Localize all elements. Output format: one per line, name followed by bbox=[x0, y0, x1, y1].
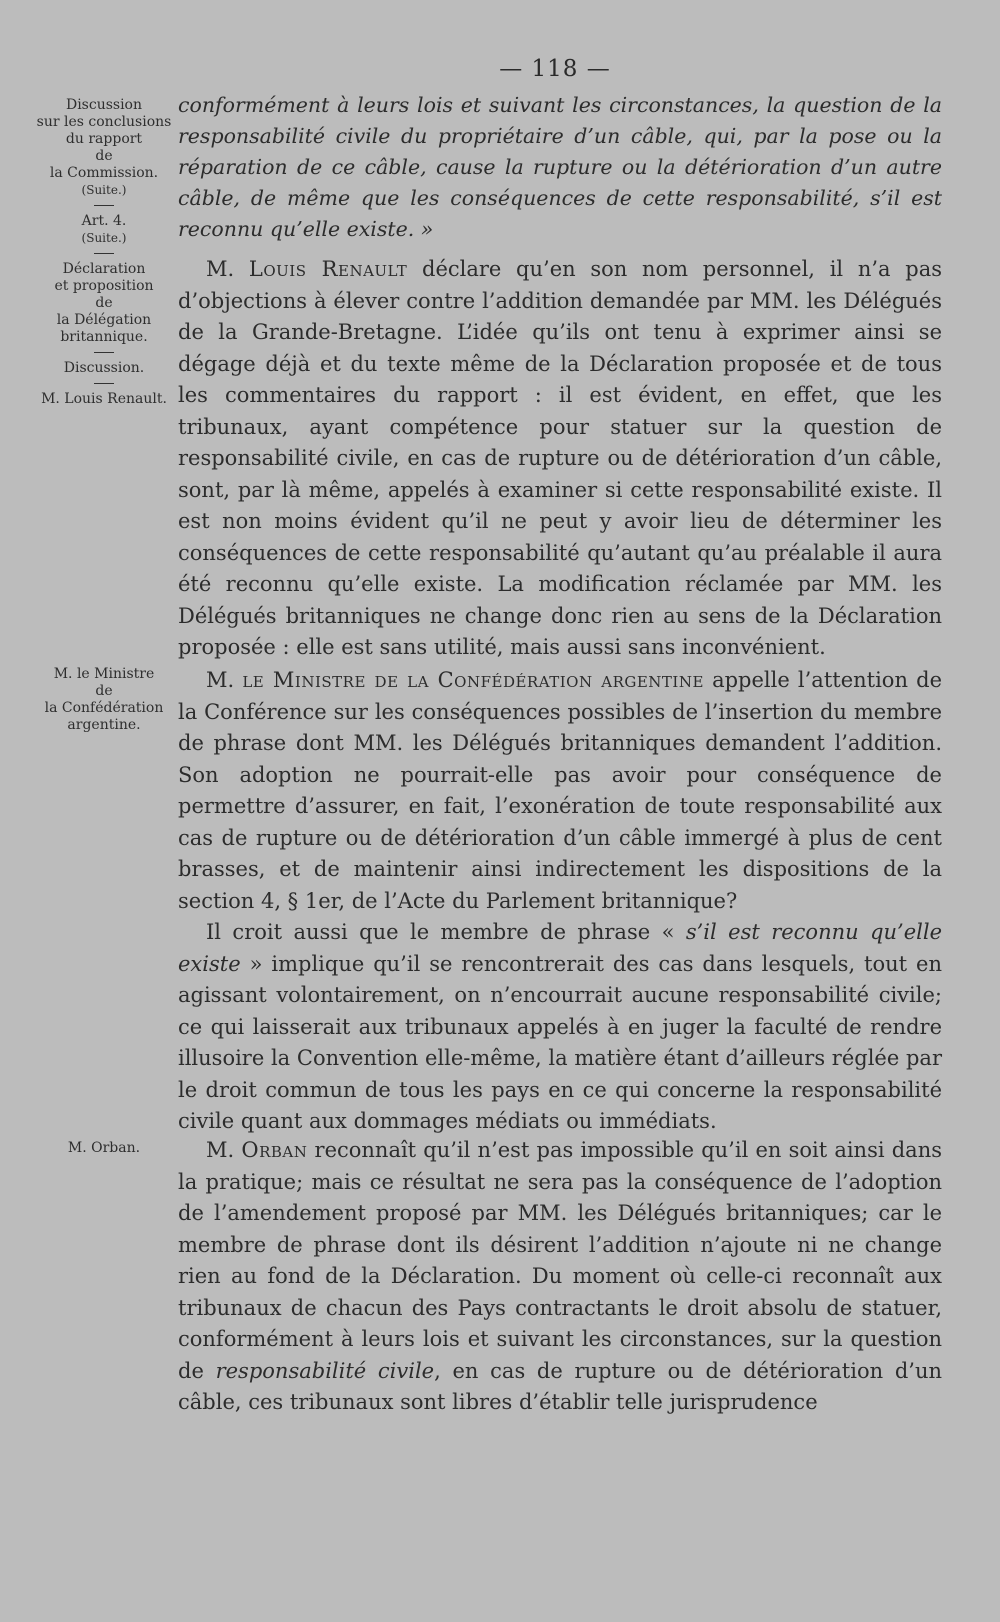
emphasis: responsabilité civile bbox=[215, 1358, 435, 1383]
ministre-paragraph bbox=[178, 665, 942, 1138]
quote-paragraph bbox=[178, 90, 942, 245]
paragraph-body: appelle l’attention de la Conférence sur les conséquences possibles de l’insertion du membre de phrase dont MM. les Délégués britanniques demandent l’addition. Son adoption ne pourrait-elle pas avoir pour conséquence de permettre d’assurer, en fait, l’exonération de toute responsabilité aux cas de rupture ou de détérioration d’un câble immergé à plus de cent brasses, et de maintenir ainsi indirectement les dispositions de la section 4, § 1er, de l’Acte du Parlement britannique? bbox=[178, 668, 942, 913]
margin-line: du rapport bbox=[65, 131, 143, 147]
margin-line: Déclaration bbox=[62, 261, 146, 277]
margin-line: de bbox=[95, 683, 113, 699]
margin-divider bbox=[94, 205, 114, 206]
paragraph-text bbox=[178, 1135, 942, 1419]
paragraph-body: Il croit aussi que le membre de phrase « bbox=[206, 920, 686, 944]
paragraph-text bbox=[178, 254, 942, 664]
margin-speaker: M. Louis Renault. bbox=[41, 391, 167, 407]
paragraph-body: , en cas de rupture ou de détérioration d’un câble, ces tribunaux sont libres d’établir telle jurisprudence bbox=[178, 1358, 943, 1414]
paragraph-body: déclare qu’en son nom personnel, il n’a pas d’objections à élever contre l’addition demandée par MM. les Délégués de la Grande-Bretagne. L’idée qu’ils ont tenu à exprimer ainsi se dégage déjà et du texte même de la Déclaration proposée et de tous les commentaires du rapport : il est évident, en effet, que les tribunaux, ayant compétence pour statuer sur la question de responsabilité civile, en cas de rupture ou de détérioration d’un câble, sont, par là même, appelés à examiner si cette responsabilité existe. Il est non moins évident qu’il ne peut y avoir lieu de déterminer les conséquences de cette responsabilité qu’autant qu’au préalable il aura été reconnu qu’elle existe. La modification réclamée par MM. les Délégués britanniques ne change donc rien au sens de la Déclaration proposée : elle est sans utilité, mais aussi sans inconvénient. bbox=[178, 257, 942, 659]
margin-line: (Suite.) bbox=[81, 183, 127, 197]
paragraph-text bbox=[178, 665, 942, 917]
margin-article: Art. 4. bbox=[81, 213, 127, 229]
margin-line: de bbox=[95, 148, 113, 164]
margin-line: de bbox=[95, 295, 113, 311]
margin-divider bbox=[94, 253, 114, 254]
speaker-prefix: M. bbox=[206, 1138, 242, 1162]
margin-line: M. le Ministre bbox=[53, 666, 155, 682]
renault-paragraph bbox=[178, 254, 942, 664]
speaker-name: le Ministre de la Confédération argentine bbox=[242, 668, 704, 692]
speaker-name: Orban bbox=[241, 1138, 308, 1162]
margin-note-ministre bbox=[36, 666, 172, 734]
margin-note-discussion bbox=[36, 97, 172, 408]
margin-line: argentine. bbox=[67, 717, 141, 733]
paragraph-text bbox=[178, 917, 942, 1138]
margin-line: la Commission. bbox=[49, 165, 159, 181]
margin-line: et proposition bbox=[54, 278, 154, 294]
margin-line: la Confédération bbox=[44, 700, 164, 716]
margin-line: sur les conclusions bbox=[36, 114, 172, 130]
margin-divider bbox=[94, 352, 114, 353]
emphasis: s’il est reconnu qu’elle existe bbox=[178, 920, 943, 976]
margin-line: (Suite.) bbox=[81, 231, 127, 245]
quote-text: conformément à leurs lois et suivant les circonstances, la question de la responsabilité civile du propriétaire d’un câble, qui, par la pose ou la réparation de ce câble, cause la rupture ou la détérioration d’un autre câble, de même que les conséquences de cette responsabilité, s’il est reconnu qu’elle existe. » bbox=[178, 93, 942, 241]
paragraph-body: reconnaît qu’il n’est pas impossible qu’il en soit ainsi dans la pratique; mais ce résultat ne sera pas la conséquence de l’adoption de l’amendement proposé par MM. les Délégués britanniques; car le membre de phrase dont ils désirent l’addition n’ajoute ni ne change rien au fond de la Déclaration. Du moment où celle-ci reconnaît aux tribunaux de chacun des Pays contractants le droit absolu de statuer, conformément à leurs lois et suivant les circonstances, sur la question de bbox=[178, 1138, 943, 1383]
speaker-prefix: M. bbox=[206, 668, 243, 692]
margin-line: la Délégation bbox=[56, 312, 152, 328]
margin-note-orban bbox=[36, 1140, 172, 1157]
orban-paragraph bbox=[178, 1135, 942, 1419]
page-number: — 118 — bbox=[499, 56, 611, 82]
margin-line: Discussion. bbox=[63, 360, 145, 376]
margin-line: britannique. bbox=[60, 329, 148, 345]
margin-speaker: M. Orban. bbox=[67, 1140, 141, 1156]
speaker-name: Louis Renault bbox=[248, 257, 408, 281]
margin-line: Discussion bbox=[65, 97, 143, 113]
margin-divider bbox=[94, 383, 114, 384]
paragraph-body: » implique qu’il se rencontrerait des cas dans lesquels, tout en agissant volontairement, on n’encourrait aucune responsabilité civile; ce qui laisserait aux tribunaux appelés à en juger la faculté de rendre illusoire la Convention elle-même, la matière étant d’ailleurs réglée par le droit commun de tous les pays en ce qui concerne la responsabilité civile quant aux dommages médiats ou immédiats. bbox=[178, 951, 942, 1133]
speaker-prefix: M. bbox=[206, 257, 249, 281]
